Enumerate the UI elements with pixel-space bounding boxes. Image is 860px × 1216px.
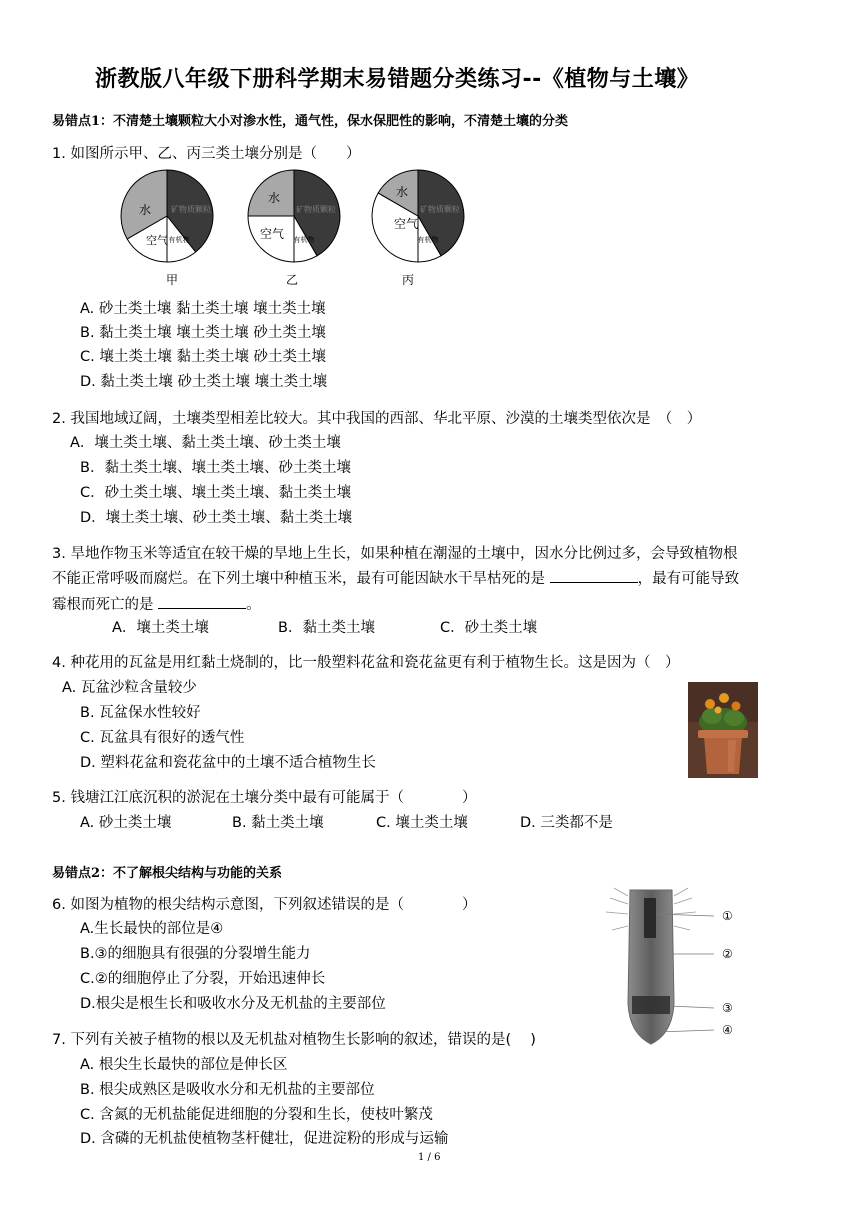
pie-jia xyxy=(121,170,213,262)
marker-3: ③ xyxy=(722,1001,733,1015)
pie-name-bing: 丙 xyxy=(401,273,415,287)
pie-bing-organic-label: 有机物 xyxy=(417,236,439,244)
pie-bing-air-label: 空气 xyxy=(393,217,419,231)
question-6-option-c: C.②的细胞停止了分裂，开始迅速伸长 xyxy=(80,971,326,987)
question-5-option-d: D. 三类都不是 xyxy=(520,815,613,831)
question-5-option-a: A. 砂土类土壤 xyxy=(80,815,172,831)
pie-jia-water-label: 水 xyxy=(138,203,152,217)
question-7-option-d: D. 含磷的无机盐使植物茎杆健壮，促进淀粉的形成与运输 xyxy=(80,1131,449,1147)
question-1-option-a: A. 砂土类土壤 黏土类土壤 壤土类土壤 xyxy=(80,301,326,317)
marker-1: ① xyxy=(722,909,733,923)
question-3-line-3-end: 。 xyxy=(246,597,261,613)
pie-jia-mineral-label: 矿物质颗粒 xyxy=(171,205,211,214)
question-3-option-a: A．壤土类土壤 xyxy=(112,620,209,636)
question-2-option-a: A．壤土类土壤、黏土类土壤、砂土类土壤 xyxy=(70,435,341,451)
pie-bing-water-label: 水 xyxy=(395,185,409,199)
answer-blank-2[interactable] xyxy=(158,594,246,609)
pie-jia-organic-label: 有机物 xyxy=(168,236,190,244)
question-5-option-c: C. 壤土类土壤 xyxy=(376,815,468,831)
question-2-option-d: D．壤土类土壤、砂土类土壤、黏土类土壤 xyxy=(80,510,353,526)
question-4-option-b: B. 瓦盆保水性较好 xyxy=(80,705,201,721)
question-3-line-2-text: 不能正常呼吸而腐烂。在下列土壤中种植玉米，最有可能因缺水干旱枯死的是 xyxy=(52,571,545,587)
pie-yi-mineral-label: 矿物质颗粒 xyxy=(296,205,336,214)
question-3-line-2 xyxy=(52,568,739,589)
question-7-option-a: A. 根尖生长最快的部位是伸长区 xyxy=(80,1057,288,1073)
marker-4: ④ xyxy=(722,1023,733,1037)
pie-name-jia: 甲 xyxy=(165,273,179,287)
soil-composition-pie-charts xyxy=(112,166,482,292)
question-1-option-d: D. 黏土类土壤 砂土类土壤 壤土类土壤 xyxy=(80,374,328,390)
question-3-option-c: C．砂土类土壤 xyxy=(440,620,538,636)
pot-body xyxy=(700,732,746,774)
question-2-option-b: B．黏土类土壤、壤土类土壤、砂土类土壤 xyxy=(80,460,351,476)
page-number: 1 / 6 xyxy=(418,1152,441,1163)
question-6-option-b: B.③的细胞具有很强的分裂增生能力 xyxy=(80,946,311,962)
question-6-option-a: A.生长最快的部位是④ xyxy=(80,921,224,937)
question-6-option-d: D.根尖是根生长和吸收水分及无机盐的主要部位 xyxy=(80,996,386,1012)
question-1-option-c: C. 壤土类土壤 黏土类土壤 砂土类土壤 xyxy=(80,349,327,365)
question-3-line-3 xyxy=(52,594,261,615)
question-1-option-b: B. 黏土类土壤 壤土类土壤 砂土类土壤 xyxy=(80,325,326,341)
question-5-option-b: B. 黏土类土壤 xyxy=(232,815,324,831)
question-3-line-1: 3. 旱地作物玉米等适宜在较干燥的旱地上生长，如果种植在潮湿的土壤中，因水分比例过多，会导致植物根 xyxy=(52,546,738,562)
question-7-option-c: C. 含氮的无机盐能促进细胞的分裂和生长，使枝叶繁茂 xyxy=(80,1107,433,1123)
question-4-option-d: D. 塑料花盆和瓷花盆中的土壤不适合植物生长 xyxy=(80,755,376,771)
page-title: 浙教版八年级下册科学期末易错题分类练习--《植物与土壤》 xyxy=(95,67,700,92)
meristem-zone xyxy=(632,996,670,1014)
question-5-stem: 5. 钱塘江江底沉积的淤泥在土壤分类中最有可能属于（ ） xyxy=(52,790,477,806)
pie-yi xyxy=(248,170,340,262)
pot-rim xyxy=(698,730,748,738)
pie-bing-mineral-label: 矿物质颗粒 xyxy=(420,205,460,214)
question-3-line-2-end: ，最有可能导致 xyxy=(637,571,740,587)
root-tip-diagram xyxy=(600,884,740,1052)
root-vascular-core xyxy=(644,898,656,938)
question-2-stem: 2. 我国地域辽阔，土壤类型相差比较大。其中我国的西部、华北平原、沙漠的土壤类型依次是 （ ） xyxy=(52,411,702,427)
question-4-option-a: A. 瓦盆沙粒含量较少 xyxy=(62,680,197,696)
question-4-option-c: C. 瓦盆具有很好的透气性 xyxy=(80,730,245,746)
question-7-option-b: B. 根尖成熟区是吸收水分和无机盐的主要部位 xyxy=(80,1082,375,1098)
flower-pot-photo xyxy=(688,682,758,778)
pie-yi-water-label: 水 xyxy=(267,191,281,205)
question-2-option-c: C．砂土类土壤、壤土类土壤、黏土类土壤 xyxy=(80,485,352,501)
pie-name-yi: 乙 xyxy=(285,273,299,287)
pie-yi-air-label: 空气 xyxy=(259,227,285,241)
pie-bing xyxy=(372,170,464,262)
answer-blank-1[interactable] xyxy=(550,568,638,583)
question-1-stem: 1. 如图所示甲、乙、丙三类土壤分别是（ ） xyxy=(52,146,361,162)
pie-jia-air-label: 空气 xyxy=(146,234,168,247)
question-7-stem: 7. 下列有关被子植物的根以及无机盐对植物生长影响的叙述，错误的是( ) xyxy=(52,1032,536,1048)
pie-yi-organic-label: 有机物 xyxy=(293,236,315,244)
section-heading-1: 易错点1：不清楚土壤颗粒大小对渗水性，通气性，保水保肥性的影响，不清楚土壤的分类 xyxy=(52,114,569,129)
question-3-line-3-text: 霉根而死亡的是 xyxy=(52,597,154,613)
question-4-stem: 4. 种花用的瓦盆是用红黏土烧制的，比一般塑料花盆和瓷花盆更有利于植物生长。这是因为（ ） xyxy=(52,655,680,671)
section-heading-2: 易错点2：不了解根尖结构与功能的关系 xyxy=(52,866,283,881)
marker-2: ② xyxy=(722,947,733,961)
question-3-option-b: B．黏土类土壤 xyxy=(278,620,375,636)
question-6-stem: 6. 如图为植物的根尖结构示意图，下列叙述错误的是（ ） xyxy=(52,897,477,913)
